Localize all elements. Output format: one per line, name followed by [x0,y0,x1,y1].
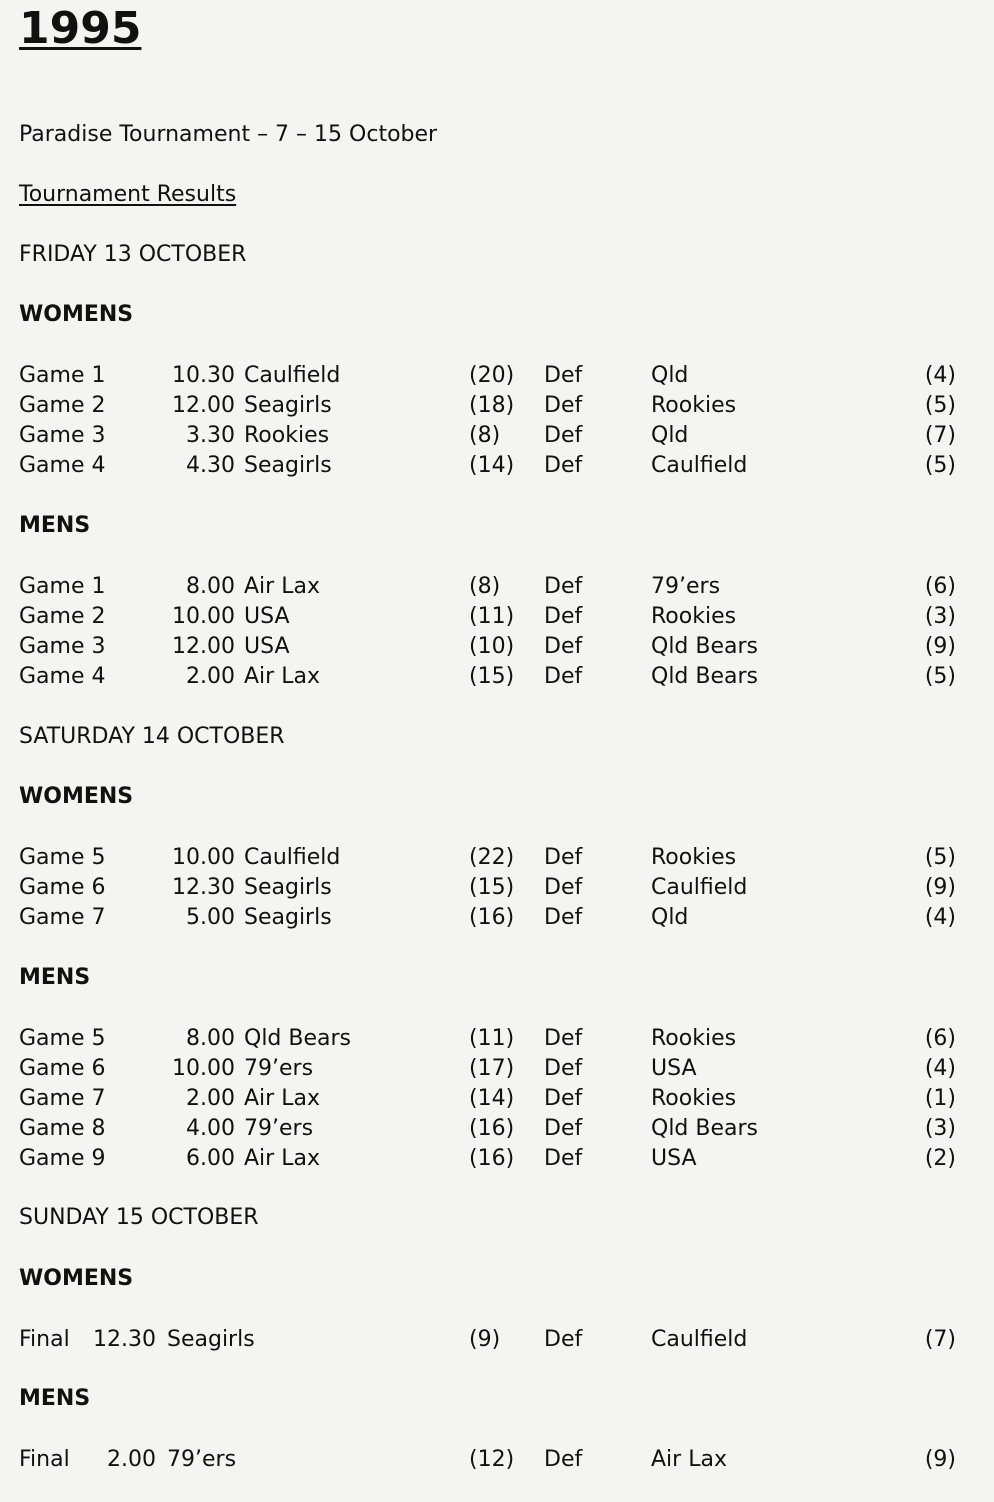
losing-team: Qld Bears [651,634,759,659]
winning-team: Seagirls [244,905,332,930]
game-time: 4.30 [186,453,235,478]
losing-score: (3) [924,1116,956,1141]
game-label: Game 6 [19,875,106,900]
losing-score: (6) [924,574,956,599]
winning-team: Air Lax [244,664,320,689]
losing-score: (3) [924,604,956,629]
losing-score: (6) [924,1026,956,1051]
defeated-label: Def [544,905,583,930]
game-time: 10.00 [172,845,235,870]
losing-team: Caulfield [651,453,748,478]
defeated-label: Def [544,1026,583,1051]
result-row [0,1144,994,1174]
defeated-label: Def [544,664,583,689]
winning-team: Seagirls [244,393,332,418]
winning-team: Rookies [244,423,330,448]
game-label: Game 1 [19,363,106,388]
game-label: Game 3 [19,634,106,659]
game-time: 2.00 [107,1447,156,1472]
winning-team: Air Lax [244,1146,320,1171]
losing-team: USA [651,1056,697,1081]
result-row [0,903,994,933]
losing-score: (4) [924,905,956,930]
game-label: Game 9 [19,1146,106,1171]
defeated-label: Def [544,875,583,900]
tournament-title: Paradise Tournament – 7 – 15 October [19,122,438,147]
losing-team: Caulfield [651,875,748,900]
winning-team: Caulfield [244,845,341,870]
winning-team: Seagirls [167,1327,255,1352]
result-row [0,602,994,632]
winning-score: (11) [469,1026,515,1051]
defeated-label: Def [544,604,583,629]
result-row [0,1084,994,1114]
result-row [0,873,994,903]
game-label: Game 5 [19,1026,106,1051]
winning-team: Caulfield [244,363,341,388]
defeated-label: Def [544,453,583,478]
section-mens: MENS [19,1386,91,1411]
winning-score: (16) [469,1146,515,1171]
winning-score: (11) [469,604,515,629]
winning-score: (17) [469,1056,515,1081]
result-row [0,1024,994,1054]
day-heading-friday: FRIDAY 13 OCTOBER [19,242,247,267]
game-time: 5.00 [186,905,235,930]
winning-score: (9) [469,1327,501,1352]
game-time: 10.00 [172,604,235,629]
result-row [0,451,994,481]
losing-team: Caulfield [651,1327,748,1352]
result-row [0,1325,994,1355]
winning-team: Seagirls [244,875,332,900]
winning-score: (8) [469,574,501,599]
winning-team: 79’ers [244,1056,314,1081]
losing-team: Rookies [651,604,737,629]
winning-score: (20) [469,363,515,388]
game-time: 3.30 [186,423,235,448]
winning-score: (16) [469,905,515,930]
winning-team: 79’ers [167,1447,237,1472]
winning-score: (16) [469,1116,515,1141]
result-row [0,1445,994,1475]
game-label: Game 4 [19,453,106,478]
defeated-label: Def [544,1116,583,1141]
game-label: Game 4 [19,664,106,689]
game-label: Game 1 [19,574,106,599]
section-mens: MENS [19,513,91,538]
day-heading-saturday: SATURDAY 14 OCTOBER [19,724,285,749]
game-label: Game 7 [19,1086,106,1111]
losing-team: 79’ers [651,574,721,599]
winning-score: (8) [469,423,501,448]
losing-score: (9) [924,634,956,659]
game-time: 10.00 [172,1056,235,1081]
winning-team: USA [244,604,290,629]
game-time: 2.00 [186,664,235,689]
losing-team: Rookies [651,393,737,418]
winning-team: Air Lax [244,574,320,599]
losing-score: (5) [924,453,956,478]
losing-score: (9) [924,1447,956,1472]
section-womens: WOMENS [19,1266,134,1291]
losing-score: (4) [924,1056,956,1081]
game-time: 12.30 [172,875,235,900]
winning-score: (15) [469,664,515,689]
result-row [0,1054,994,1084]
losing-team: Qld [651,905,689,930]
losing-team: Air Lax [651,1447,727,1472]
defeated-label: Def [544,1327,583,1352]
losing-team: Rookies [651,845,737,870]
losing-team: Qld Bears [651,1116,759,1141]
game-label: Game 3 [19,423,106,448]
game-label: Game 2 [19,393,106,418]
result-row [0,843,994,873]
section-womens: WOMENS [19,784,134,809]
defeated-label: Def [544,1146,583,1171]
game-label: Final [19,1447,70,1472]
losing-score: (9) [924,875,956,900]
losing-score: (1) [924,1086,956,1111]
game-label: Game 2 [19,604,106,629]
game-time: 10.30 [172,363,235,388]
result-row [0,361,994,391]
result-row [0,632,994,662]
result-row [0,662,994,692]
losing-team: Qld [651,363,689,388]
winning-score: (18) [469,393,515,418]
defeated-label: Def [544,845,583,870]
defeated-label: Def [544,1086,583,1111]
game-label: Game 7 [19,905,106,930]
winning-score: (14) [469,453,515,478]
winning-score: (22) [469,845,515,870]
game-time: 12.00 [172,634,235,659]
winning-team: Air Lax [244,1086,320,1111]
losing-team: Qld [651,423,689,448]
winning-team: Seagirls [244,453,332,478]
results-heading: Tournament Results [19,182,237,207]
losing-team: Qld Bears [651,664,759,689]
winning-team: USA [244,634,290,659]
defeated-label: Def [544,423,583,448]
result-row [0,391,994,421]
game-time: 4.00 [186,1116,235,1141]
losing-score: (5) [924,393,956,418]
losing-score: (5) [924,664,956,689]
day-heading-sunday: SUNDAY 15 OCTOBER [19,1205,259,1230]
winning-team: 79’ers [244,1116,314,1141]
losing-score: (7) [924,1327,956,1352]
game-time: 8.00 [186,1026,235,1051]
losing-team: Rookies [651,1026,737,1051]
section-mens: MENS [19,965,91,990]
losing-score: (5) [924,845,956,870]
game-time: 6.00 [186,1146,235,1171]
defeated-label: Def [544,634,583,659]
winning-score: (12) [469,1447,515,1472]
game-time: 2.00 [186,1086,235,1111]
losing-score: (7) [924,423,956,448]
defeated-label: Def [544,1447,583,1472]
game-label: Game 8 [19,1116,106,1141]
losing-team: Rookies [651,1086,737,1111]
defeated-label: Def [544,393,583,418]
game-label: Game 5 [19,845,106,870]
winning-score: (15) [469,875,515,900]
game-time: 12.00 [172,393,235,418]
page-title: 1995 [19,3,142,54]
game-label: Game 6 [19,1056,106,1081]
losing-score: (2) [924,1146,956,1171]
defeated-label: Def [544,574,583,599]
result-row [0,572,994,602]
defeated-label: Def [544,363,583,388]
winning-score: (10) [469,634,515,659]
result-row [0,1114,994,1144]
winning-score: (14) [469,1086,515,1111]
defeated-label: Def [544,1056,583,1081]
section-womens: WOMENS [19,302,134,327]
losing-team: USA [651,1146,697,1171]
result-row [0,421,994,451]
winning-team: Qld Bears [244,1026,352,1051]
game-time: 8.00 [186,574,235,599]
game-time: 12.30 [93,1327,156,1352]
game-label: Final [19,1327,70,1352]
losing-score: (4) [924,363,956,388]
